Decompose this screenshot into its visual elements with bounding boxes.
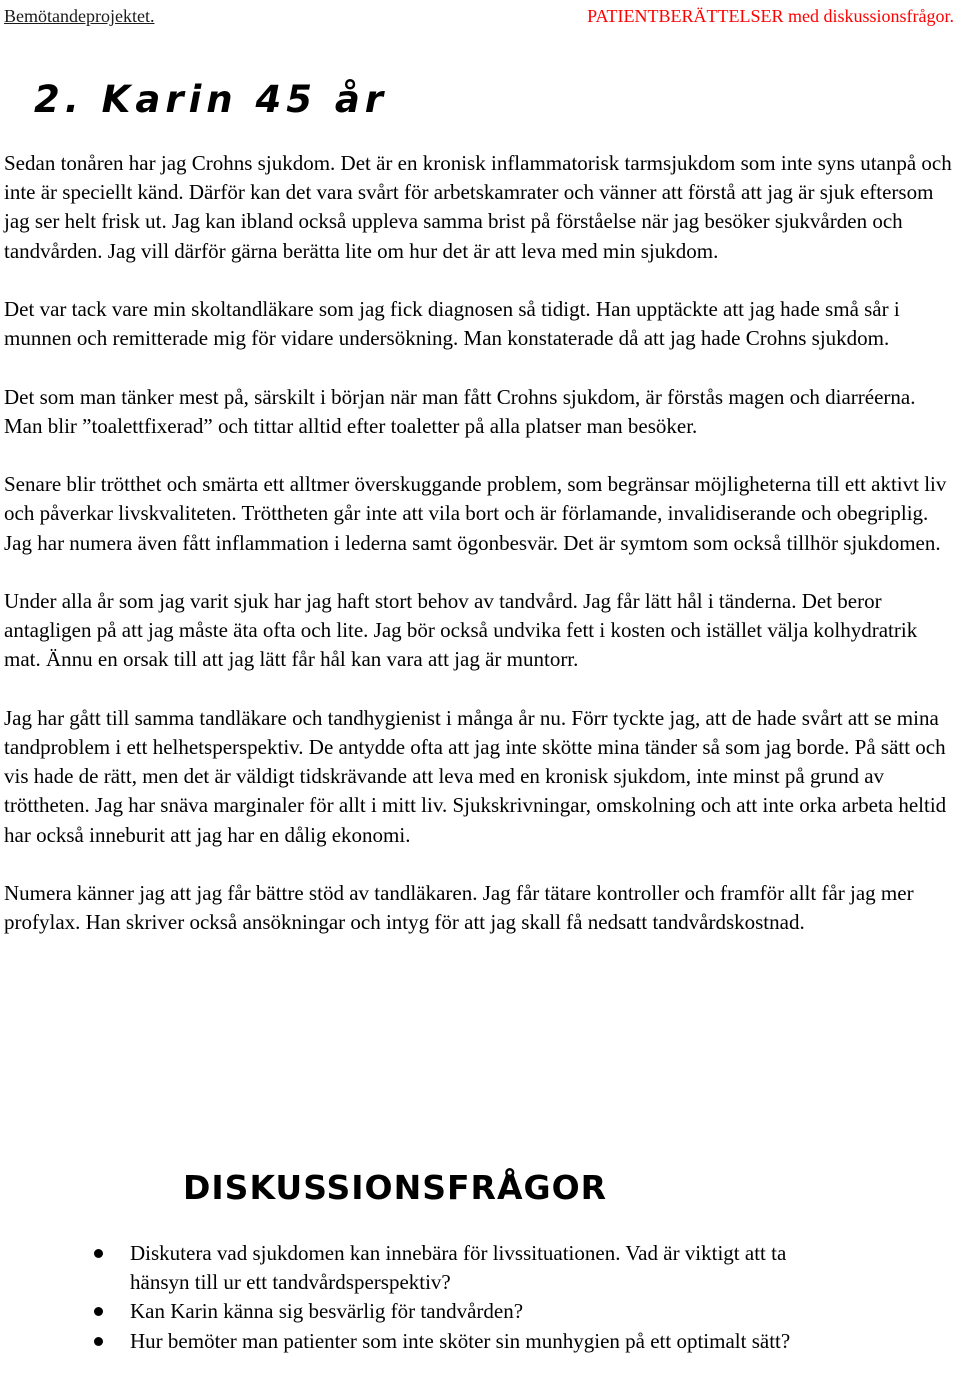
paragraph: Det var tack vare min skoltandläkare som jag fick diagnosen så tidigt. Han upptäckte att jag hade små sår i munnen och remitterade mig för vidare undersökning. Man konstaterade då att jag hade Crohns sjukdom. [4,297,900,351]
paragraph: Numera känner jag att jag får bättre stöd av tandläkaren. Jag får tätare kontroller och framför allt får jag mer profylax. Han skriver också ansökningar och intyg för att jag skall få nedsatt tandvårdskostnad. [4,880,914,935]
paragraph: Det som man tänker mest på, särskilt i början när man fått Crohns sjukdom, är förstås magen och diarréerna. Man blir ”toalettfixerad” och tittar alltid efter toaletter på alla platser man besöker. [4,384,916,438]
question-item [130,1239,830,1297]
story-title: 2. Karin 45 år [34,78,389,121]
question-text: Kan Karin känna sig besvärlig för tandvården? [130,1299,524,1324]
question-text: Hur bemöter man patienter som inte sköter sin munhygien på ett optimalt sätt? [130,1328,791,1353]
paragraph: Senare blir trötthet och smärta ett alltmer överskuggande problem, som begränsar möjligheterna till ett aktivt liv och påverkar livskvaliteten. Tröttheten går inte att vila bort och är förlamande, invalidiserande och obegriplig. Jag har numera även fått inflammation i lederna samt ögonbesvär. Det är symtom som också tillhör sjukdomen. [4,472,947,555]
bullet-icon [94,1307,103,1316]
question-item [130,1327,830,1356]
discussion-heading: DISKUSSIONSFRÅGOR [183,1168,608,1207]
story-body [4,149,954,967]
document-subtitle: PATIENTBERÄTTELSER med diskussionsfrågor. [587,6,954,26]
paragraph: Sedan tonåren har jag Crohns sjukdom. Det är en kronisk inflammatorisk tarmsjukdom som inte syns utanpå och inte är speciellt känd. Därför kan det vara svårt för arbetskamrater och vänner att förstå att jag är sjuk eftersom jag ser helt frisk ut. Jag kan ibland också uppleva samma brist på förståelse när jag besöker sjukvården och tandvården. Jag vill därför gärna berätta lite om hur det är att leva med min sjukdom. [4,151,952,263]
question-item [130,1297,830,1326]
bullet-icon [94,1249,103,1258]
discussion-questions [130,1239,830,1356]
project-link[interactable]: Bemötandeprojektet. [4,6,155,26]
paragraph: Under alla år som jag varit sjuk har jag haft stort behov av tandvård. Jag får lätt hål i tänderna. Det beror antagligen på att jag måste äta ofta och lite. Jag bör också undvika fett i kosten och istället välja kolhydratrik mat. Ännu en orsak till att jag lätt får hål kan vara att jag är muntorr. [4,588,918,672]
page-header [4,4,954,28]
paragraph: Jag har gått till samma tandläkare och tandhygienist i många år nu. Förr tyckte jag, att de hade svårt att se mina tandproblem i ett helhetsperspektiv. De antydde ofta att jag inte skötte mina tänder så som jag borde. På sätt och vis hade de rätt, men det är väldigt tidskrävande att leva med en kronisk sjukdom, inte minst på grund av tröttheten. Jag har snäva marginaler för allt i mitt liv. Sjukskrivningar, omskolning och att inte orka arbeta heltid har också inneburit att jag har en dålig ekonomi. [4,705,947,847]
question-text: Diskutera vad sjukdomen kan innebära för livssituationen. Vad är viktigt att ta hänsyn till ur ett tandvårdsperspektiv? [130,1241,787,1295]
bullet-icon [94,1337,103,1346]
